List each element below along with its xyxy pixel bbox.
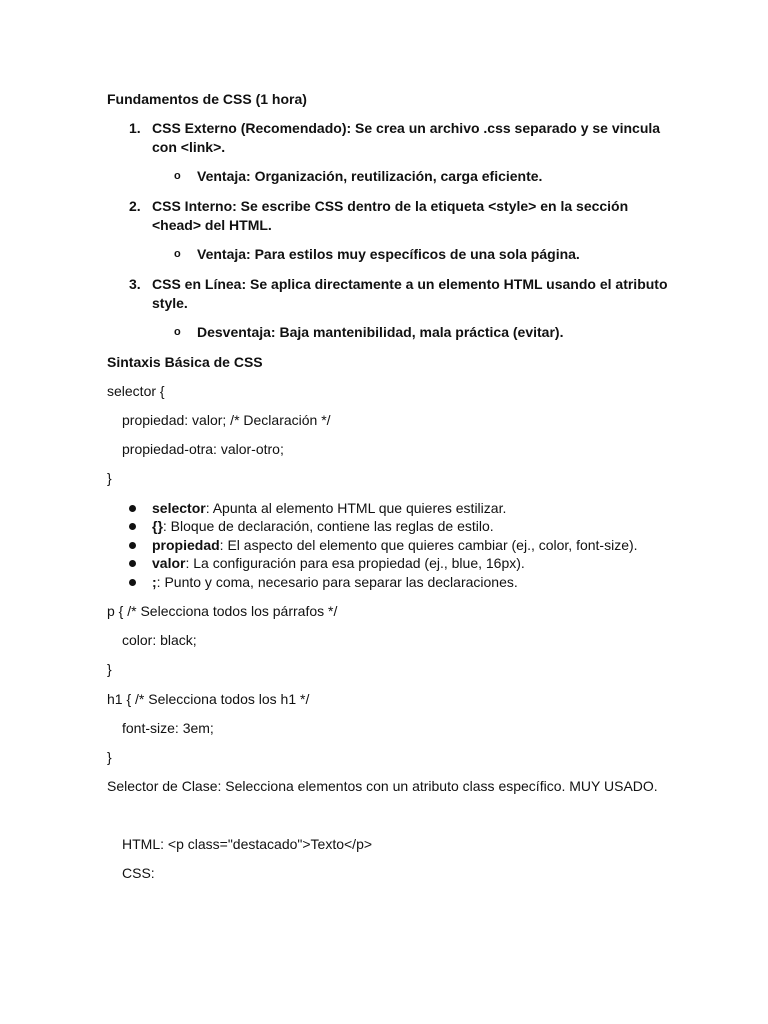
term: valor [152, 555, 186, 571]
term-description: : Apunta al elemento HTML que quieres estilizar. [205, 500, 507, 516]
bullet-dot [129, 560, 136, 567]
list-number: 1. [129, 120, 141, 136]
method-sub-item: Ventaja: Para estilos muy específicos de una sola página. [197, 246, 580, 262]
list-item [152, 517, 494, 536]
list-item [152, 554, 525, 573]
code-line: HTML: <p class="destacado">Texto</p> [122, 836, 373, 852]
code-line: color: black; [122, 632, 197, 648]
doc-title: Fundamentos de CSS (1 hora) [107, 91, 307, 107]
code-line: } [107, 749, 112, 765]
method-text-line: CSS Interno: Se escribe CSS dentro de la etiqueta <style> en la sección [152, 198, 629, 214]
sub-bullet-marker: o [174, 170, 181, 182]
bullet-dot [129, 505, 136, 512]
bullet-dot [129, 523, 136, 530]
code-line: CSS: [122, 865, 155, 881]
method-sub-item: Ventaja: Organización, reutilización, carga eficiente. [197, 168, 543, 184]
list-number: 3. [129, 276, 141, 292]
method-text-line: <head> del HTML. [152, 217, 272, 233]
term: ; [152, 574, 157, 590]
list-item [152, 499, 506, 518]
term: propiedad [152, 537, 220, 553]
method-text-line: CSS en Línea: Se aplica directamente a un elemento HTML usando el atributo [152, 276, 668, 292]
term: {} [152, 518, 163, 534]
term: selector [152, 500, 206, 516]
code-line: propiedad-otra: valor-otro; [122, 441, 284, 457]
term-description: : Bloque de declaración, contiene las reglas de estilo. [162, 518, 494, 534]
sub-bullet-marker: o [174, 248, 181, 260]
list-number: 2. [129, 198, 141, 214]
sub-bullet-marker: o [174, 326, 181, 338]
bullet-dot [129, 579, 136, 586]
term-description: : Punto y coma, necesario para separar las declaraciones. [156, 574, 518, 590]
list-item [152, 573, 518, 592]
code-line: p { /* Selecciona todos los párrafos */ [107, 603, 338, 619]
list-item [152, 536, 638, 555]
paragraph: Selector de Clase: Selecciona elementos con un atributo class específico. MUY USADO. [107, 778, 658, 794]
method-text-line: style. [152, 295, 188, 311]
code-line: propiedad: valor; /* Declaración */ [122, 412, 331, 428]
code-line: } [107, 661, 112, 677]
code-line: font-size: 3em; [122, 720, 214, 736]
term-description: : El aspecto del elemento que quieres cambiar (ej., color, font-size). [219, 537, 638, 553]
method-text-line: con <link>. [152, 139, 226, 155]
section-heading: Sintaxis Básica de CSS [107, 354, 263, 370]
code-line: selector { [107, 383, 165, 399]
term-description: : La configuración para esa propiedad (ej., blue, 16px). [185, 555, 525, 571]
code-line: h1 { /* Selecciona todos los h1 */ [107, 691, 310, 707]
method-sub-item: Desventaja: Baja mantenibilidad, mala práctica (evitar). [197, 324, 564, 340]
method-text-line: CSS Externo (Recomendado): Se crea un archivo .css separado y se vincula [152, 120, 661, 136]
code-line: } [107, 470, 112, 486]
bullet-dot [129, 542, 136, 549]
